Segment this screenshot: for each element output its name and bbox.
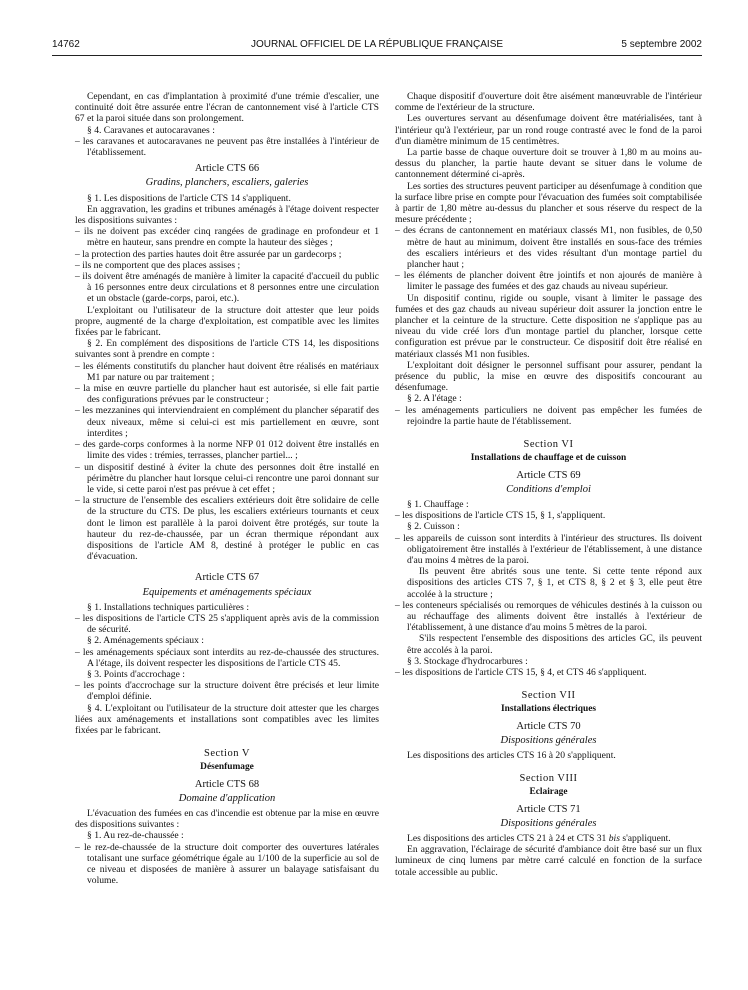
list-item: – ils ne comportent que des places assises ;	[75, 259, 241, 271]
paragraph	[395, 833, 702, 844]
paragraph: Les sorties des structures peuvent participer au désenfumage à condition que la surface libre prise en compte pour l'évacuation des fumées soit comptabilisée à partir de 1,80 mètre au-dessus du plancher et sous réserve du respect de la mesure précédente ;	[395, 180, 702, 226]
page-number: 14762	[52, 39, 80, 50]
list-item: – la mise en œuvre partielle du plancher haut est autorisée, si elle fait partie des configurations prévues par le constructeur ;	[75, 383, 379, 406]
paragraph: S'ils respectent l'ensemble des dispositions des articles GC, ils peuvent être accolés à la paroi.	[407, 633, 702, 656]
paragraph: § 2. A l'étage :	[407, 393, 462, 405]
list-item: – les dispositions de l'article CTS 15, § 1, s'appliquent.	[395, 510, 606, 522]
paragraph: Ils peuvent être abrités sous une tente. Si cette tente répond aux dispositions des articles CTS 7, § 1, et CTS 8, § 2 et § 3, elle peut être accolée à la structure ;	[407, 566, 702, 600]
article-heading-66: Article CTS 66	[194, 163, 260, 175]
journal-title: JOURNAL OFFICIEL DE LA RÉPUBLIQUE FRANÇAISE	[250, 39, 504, 50]
publication-date: 5 septembre 2002	[621, 39, 702, 50]
list-item: – les mezzanines qui interviendraient en complément du plancher séparatif des deux niveaux, même si celui-ci est mis partiellement en œuvre, sont interdites ;	[75, 405, 379, 439]
list-item: – les dispositions de l'article CTS 15, § 4, et CTS 46 s'appliquent.	[395, 666, 647, 678]
list-item: – la protection des parties hautes doit être assurée par un gardecorps ;	[75, 248, 342, 260]
paragraph: Les dispositions des articles CTS 16 à 20 s'appliquent.	[407, 749, 616, 761]
section-heading-7: Section VII	[521, 690, 576, 702]
section-title-7: Installations électriques	[500, 704, 597, 715]
article-subtitle-69: Conditions d'emploi	[506, 483, 591, 495]
list-item: – les aménagements particuliers ne doivent pas empêcher les fumées de rejoindre la partie haute de l'établissement.	[395, 404, 702, 427]
paragraph: En aggravation, l'éclairage de sécurité d'ambiance doit être basé sur un flux lumineux de cinq lumens par mètre carré calculé en fonction de la surface totale accessible au public.	[395, 844, 702, 878]
italic-text: bis	[608, 832, 620, 844]
paragraph: Les ouvertures servant au désenfumage doivent être matérialisées, tant à l'intérieur qu'à l'extérieur, par un rond rouge contrasté avec le fond de la paroi d'un diamètre minimum de 15 centimètres.	[395, 113, 702, 147]
right-column	[395, 91, 702, 878]
section-heading-6: Section VI	[523, 439, 574, 451]
list-item: – les éléments constitutifs du plancher haut doivent être réalisés en matériaux M1 par nature ou par traitement ;	[75, 360, 379, 383]
text-run: Les dispositions des articles CTS 21 à 24 et CTS 31	[407, 832, 609, 844]
paragraph: § 4. Caravanes et autocaravanes :	[87, 124, 215, 136]
article-heading-68: Article CTS 68	[194, 778, 260, 790]
paragraph: § 1. Installations techniques particulières :	[87, 601, 249, 613]
article-heading-67: Article CTS 67	[194, 572, 260, 584]
paragraph: L'exploitant doit désigner le personnel suffisant pour assurer, pendant la présence du public, la mise en œuvre des dispositifs concourant au désenfumage.	[395, 359, 702, 394]
list-item: – ils ne doivent pas excéder cinq rangées de gradinage en profondeur et 1 mètre en hauteur, sans prendre en compte la hauteur des sièges ;	[75, 226, 379, 249]
paragraph: Cependant, en cas d'implantation à proximité d'une trémie d'escalier, une continuité doit être assurée entre l'écran de cantonnement visé à l'article CTS 67 et la paroi située dans son prolongement.	[75, 91, 379, 125]
article-subtitle-66: Gradins, planchers, escaliers, galeries	[145, 177, 309, 189]
list-item: – un dispositif destiné à éviter la chute des personnes doit être installé en périmètre du plancher haut lorsque celui-ci rencontre une paroi donnant sur le vide, si cette paroi n'est pas prévue à cet effet ;	[75, 461, 379, 495]
list-item: – les dispositions de l'article CTS 25 s'appliquent après avis de la commission de sécurité.	[75, 612, 379, 636]
list-item: – des garde-corps conformes à la norme NFP 01 012 doivent être installés en limite des vides : trémies, terrasses, plancher partiel... ;	[75, 439, 379, 462]
section-heading-8: Section VIII	[519, 773, 578, 785]
article-subtitle-67: Equipements et aménagements spéciaux	[142, 586, 312, 598]
list-item: – des écrans de cantonnement en matériaux classés M1, non fusibles, de 0,50 mètre de haut au minimum, doivent être installés en sous-face des trémies des escaliers intérieurs et des vides résultant d'un montage partiel du plancher haut ;	[395, 225, 702, 271]
section-title-8: Eclairage	[529, 787, 568, 798]
article-heading-70: Article CTS 70	[516, 720, 581, 732]
list-item: – les points d'accrochage sur la structure doivent être précisés et leur limite d'emploi définie.	[75, 680, 379, 703]
paragraph: § 2. En complément des dispositions de l'article CTS 14, les dispositions suivantes sont à prendre en compte :	[75, 338, 379, 361]
section-title-6: Installations de chauffage et de cuisson	[470, 453, 627, 464]
list-item: – les conteneurs spécialisés ou remorques de véhicules destinés à la cuisson ou au réchauffage des aliments doivent être installés à l'extérieur de l'établissement, à une distance d'au moins 5 mètres de la paroi.	[395, 599, 702, 634]
paragraph: En aggravation, les gradins et tribunes aménagés à l'étage doivent respecter les dispositions suivantes :	[75, 203, 379, 227]
list-item: – ils doivent être aménagés de manière à limiter la capacité d'accueil du public à 16 personnes entre deux circulations et 8 personnes entre une circulation et un obstacle (garde-corps, paroi, etc.).	[75, 271, 379, 305]
article-heading-69: Article CTS 69	[516, 469, 581, 481]
list-item: – les aménagements spéciaux sont interdits au rez-de-chaussée des structures. A l'étage, ils doivent respecter les dispositions de l'article CTS 45.	[75, 646, 379, 669]
paragraph: § 3. Stockage d'hydrocarbures :	[407, 655, 528, 667]
paragraph: § 4. L'exploitant ou l'utilisateur de la structure doit attester que les charges liées aux aménagements et installations sont compatibles avec les limites fixées par le fabricant.	[75, 702, 379, 736]
page-header	[52, 39, 702, 53]
paragraph: L'exploitant ou l'utilisateur de la structure doit attester que leur poids propre, augmenté de la charge d'exploitation, est compatible avec les limites fixées par le fabricant.	[75, 304, 379, 339]
left-column	[75, 91, 379, 886]
header-rule	[52, 55, 702, 56]
paragraph: L'évacuation des fumées en cas d'incendie est obtenue par la mise en œuvre des dispositions suivantes :	[75, 807, 379, 831]
section-title-5: Désenfumage	[200, 762, 254, 773]
paragraph: § 1. Les dispositions de l'article CTS 14 s'appliquent.	[87, 192, 291, 204]
paragraph: § 3. Points d'accrochage :	[87, 668, 185, 680]
paragraph: Un dispositif continu, rigide ou souple, visant à limiter le passage des fumées et des gaz chauds au niveau supérieur doit assurer la jonction entre le plancher et la ceinture de la structure. Cette disposition ne s'applique pas au niveau du vide créé lors d'un montage partiel du plancher, lorsque cette configuration est prévue par le constructeur. Ce dispositif doit être réalisé en matériaux classés M1 non fusibles.	[395, 292, 702, 360]
article-subtitle-68: Domaine d'application	[178, 792, 276, 804]
paragraph: § 2. Cuisson :	[407, 521, 460, 533]
paragraph: La partie basse de chaque ouverture doit se trouver à 1,80 m au moins au-dessus du plancher, la partie haute devant se situer dans le volume de cantonnement déterminé ci-après.	[395, 147, 702, 181]
list-item: – le rez-de-chaussée de la structure doit comporter des ouvertures latérales totalisant une surface géométrique égale au 1/100 de la superficie au sol de ce niveau et disposées de manière à assurer un balayage satisfaisant du volume.	[75, 841, 379, 887]
list-item: – la structure de l'ensemble des escaliers extérieurs doit être solidaire de celle de la structure du CTS. De plus, les escaliers extérieurs tournants et ceux dont le limon est parallèle à la paroi doivent être protégés, sur toute la hauteur du rez-de-chaussée, par un écran thermique répondant aux dispositions de l'article AM 8, destiné à protéger le public en cas d'évacuation.	[75, 495, 379, 563]
paragraph: § 1. Chauffage :	[407, 498, 469, 510]
paragraph: Chaque dispositif d'ouverture doit être aisément manœuvrable de l'intérieur comme de l'extérieur de la structure.	[395, 91, 702, 114]
paragraph: § 2. Aménagements spéciaux :	[87, 635, 204, 647]
list-item: – les caravanes et autocaravanes ne peuvent pas être installées à l'intérieur de l'établissement.	[75, 135, 379, 159]
list-item: – les éléments de plancher doivent être jointifs et non ajourés de manière à limiter le passage des fumées et des gaz chauds au niveau supérieur.	[395, 270, 702, 293]
article-subtitle-71: Dispositions générales	[500, 817, 597, 829]
article-heading-71: Article CTS 71	[516, 803, 581, 815]
list-item: – les appareils de cuisson sont interdits à l'intérieur des structures. Ils doivent obligatoirement être installés à l'extérieur de l'établissement, à une distance d'au moins 4 mètres de la paroi.	[395, 532, 702, 566]
article-subtitle-70: Dispositions générales	[500, 734, 597, 746]
paragraph: § 1. Au rez-de-chaussée :	[87, 830, 184, 842]
section-heading-5: Section V	[203, 748, 250, 760]
text-run: s'appliquent.	[619, 832, 671, 844]
